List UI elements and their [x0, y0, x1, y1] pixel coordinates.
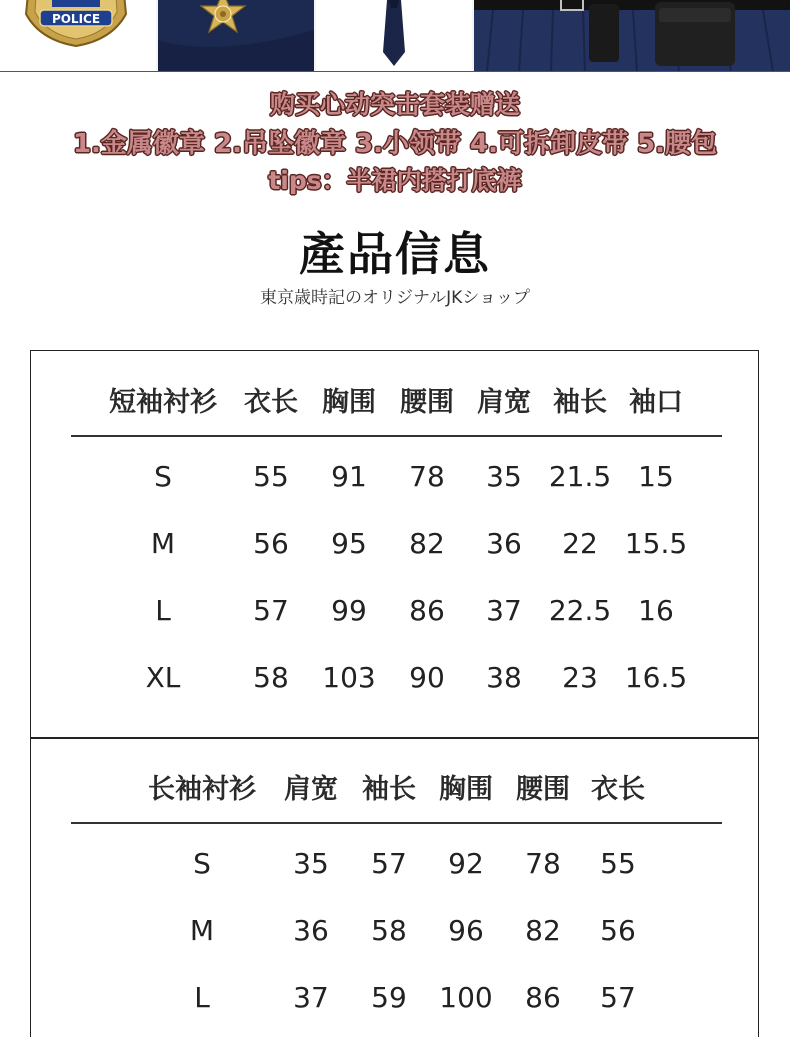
table-cell: 55 — [253, 460, 289, 493]
police-badge-icon — [0, 0, 157, 72]
table-cell: 78 — [409, 460, 445, 493]
badge-text: POLICE — [51, 12, 101, 26]
star-pendant-icon — [157, 0, 315, 72]
promo-title: 购买心动突击套装赠送 — [269, 90, 520, 119]
table-cell: 55 — [600, 847, 636, 880]
table-cell: 16.5 — [624, 661, 688, 694]
table-cell: 15.5 — [624, 527, 688, 560]
promo-gift-list: 1.金属徽章 2.吊坠徽章 3.小领带 4.可拆卸皮带 5.腰包 — [72, 129, 718, 159]
short-sleeve-header-rule — [71, 435, 722, 437]
table-cell: 37 — [486, 594, 522, 627]
promo-tips: tips：半裙内搭打底裤 — [268, 166, 522, 195]
size-label: L — [194, 981, 210, 1014]
size-label: S — [154, 460, 172, 493]
pendant-badge-photo — [157, 0, 315, 72]
metal-badge-photo — [0, 0, 157, 72]
table-cell: 21.5 — [548, 460, 612, 493]
table-cell: 82 — [525, 914, 561, 947]
size-label: M — [150, 527, 176, 560]
product-info-subtitle: 東京歳時記のオリジナルJKショップ — [260, 288, 530, 308]
table-cell: 58 — [371, 914, 407, 947]
tie-photo — [315, 0, 473, 72]
column-header: 胸围 — [439, 774, 493, 805]
product-photo-strip — [0, 0, 790, 72]
table-cell: 86 — [525, 981, 561, 1014]
table-cell: 15 — [638, 460, 674, 493]
table-cell: 95 — [331, 527, 367, 560]
table-cell: 56 — [253, 527, 289, 560]
table-cell: 35 — [486, 460, 522, 493]
long-sleeve-header-rule — [71, 822, 722, 824]
column-header: 袖长 — [362, 774, 416, 805]
size-label: L — [155, 594, 171, 627]
column-header: 衣长 — [244, 387, 298, 418]
table-cell: 57 — [253, 594, 289, 627]
column-header: 胸围 — [322, 387, 376, 418]
table-cell: 22.5 — [548, 594, 612, 627]
table-cell: 86 — [409, 594, 445, 627]
belt-bag-photo — [473, 0, 790, 72]
size-label: XL — [145, 661, 181, 694]
table-cell: 16 — [638, 594, 674, 627]
size-label: M — [189, 914, 215, 947]
table-cell: 58 — [253, 661, 289, 694]
column-header: 肩宽 — [284, 774, 338, 805]
column-header: 衣长 — [591, 774, 645, 805]
product-info-title: 產品信息 — [299, 227, 491, 281]
table-cell: 78 — [525, 847, 561, 880]
necktie-icon — [315, 0, 473, 72]
table-cell: 36 — [486, 527, 522, 560]
column-header: 腰围 — [516, 774, 570, 805]
strip-divider — [0, 71, 790, 72]
table-cell: 23 — [562, 661, 598, 694]
column-header: 袖长 — [553, 387, 607, 418]
table-cell: 37 — [293, 981, 329, 1014]
column-header: 袖口 — [629, 387, 683, 418]
table-cell: 100 — [439, 981, 493, 1014]
column-header: 腰围 — [400, 387, 454, 418]
column-header: 短袖衬衫 — [109, 387, 217, 418]
table-cell: 90 — [409, 661, 445, 694]
table-cell: 57 — [600, 981, 636, 1014]
column-header: 长袖衬衫 — [148, 774, 256, 805]
table-cell: 96 — [448, 914, 484, 947]
table-cell: 22 — [562, 527, 598, 560]
table-cell: 56 — [600, 914, 636, 947]
table-cell: 38 — [486, 661, 522, 694]
size-label: S — [193, 847, 211, 880]
table-cell: 82 — [409, 527, 445, 560]
belt-and-bag-icon — [473, 0, 790, 72]
table-cell: 35 — [293, 847, 329, 880]
column-header: 肩宽 — [477, 387, 531, 418]
table-cell: 103 — [322, 661, 376, 694]
table-cell: 91 — [331, 460, 367, 493]
table-cell: 92 — [448, 847, 484, 880]
table-cell: 59 — [371, 981, 407, 1014]
table-cell: 36 — [293, 914, 329, 947]
table-cell: 57 — [371, 847, 407, 880]
table-cell: 99 — [331, 594, 367, 627]
